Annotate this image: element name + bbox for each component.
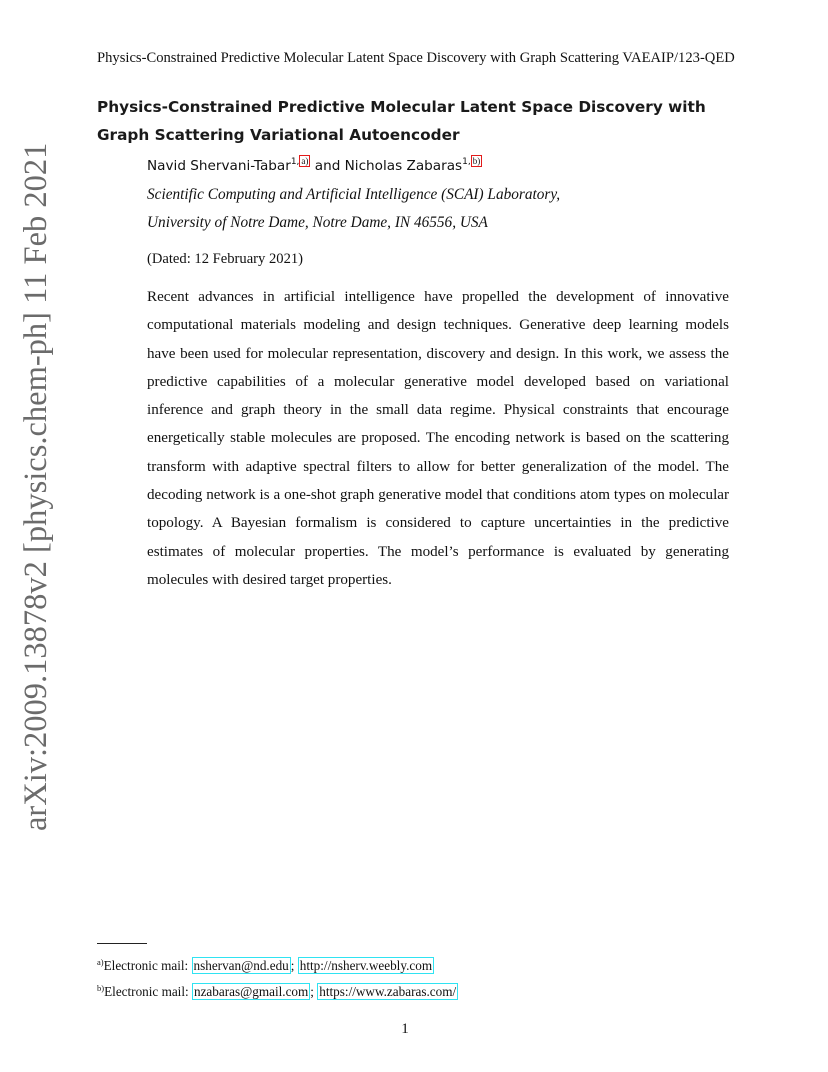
- footnote-link-a[interactable]: a): [301, 156, 309, 166]
- paper-title: Physics-Constrained Predictive Molecular Latent Space Discovery with Graph Scattering Variational Autoencoder: [97, 98, 706, 144]
- affiliation-line-2: University of Notre Dame, Notre Dame, IN 46556, USA: [147, 214, 488, 231]
- footnote-b-separator: ;: [310, 984, 318, 999]
- url-link-b[interactable]: https://www.zabaras.com/: [319, 984, 457, 999]
- dated-line: (Dated: 12 February 2021): [147, 251, 304, 267]
- page-number: 1: [401, 1021, 409, 1037]
- email-link-a[interactable]: nshervan@nd.edu: [193, 958, 289, 973]
- footnote-b-prefix: Electronic mail:: [104, 984, 192, 999]
- footnotes: [97, 951, 737, 1003]
- author-1-marks: [291, 157, 311, 167]
- footnote-separator: [97, 943, 147, 944]
- footnote-a-prefix: Electronic mail:: [103, 958, 192, 973]
- author-connector: and: [310, 158, 345, 174]
- footnote-a-separator: ;: [290, 958, 298, 973]
- footnote-a: [97, 951, 737, 977]
- author-name-2: Nicholas Zabaras: [344, 158, 463, 174]
- arxiv-identifier-stamp[interactable]: arXiv:2009.13878v2 [physics.chem-ph] 11 Feb 2021: [18, 142, 54, 831]
- running-header: Physics-Constrained Predictive Molecular Latent Space Discovery with Graph Scattering VAEAIP/123-QED: [97, 50, 735, 66]
- author-line: [147, 155, 482, 174]
- affiliation-line-1: Scientific Computing and Artificial Intelligence (SCAI) Laboratory,: [147, 186, 561, 203]
- url-link-a[interactable]: http://nsherv.weebly.com: [299, 958, 433, 973]
- footnote-b-mark: b): [97, 983, 105, 993]
- email-link-b[interactable]: nzabaras@gmail.com: [193, 984, 309, 999]
- author-2-affil-mark: 1,: [462, 157, 471, 167]
- author-2-marks: [462, 157, 482, 167]
- author-name-1: Navid Shervani-Tabar: [147, 158, 291, 174]
- footnote-a-mark: a): [97, 957, 104, 967]
- footnote-link-b[interactable]: b): [472, 156, 481, 166]
- footnote-b: [97, 977, 737, 1003]
- author-1-affil-mark: 1,: [290, 157, 300, 167]
- abstract-text: Recent advances in artificial intelligence have propelled the development of innovative computational materials modeling and design techniques. Generative deep learning models have been used for molecular representation, discovery and design. In this work, we assess the predictive capabilities of a molecular generative model developed based on variational inference and graph theory in the small data regime. Physical constraints that encourage energetically stable molecules are proposed. The encoding network is based on the scattering transform with adaptive spectral filters to allow for better generalization of the model. The decoding network is a one-shot graph generative model that conditions atom types on molecular topology. A Bayesian formalism is considered to capture uncertainties in the predictive estimates of molecular properties. The model’s performance is evaluated by generating molecules with desired target properties.: [147, 289, 729, 588]
